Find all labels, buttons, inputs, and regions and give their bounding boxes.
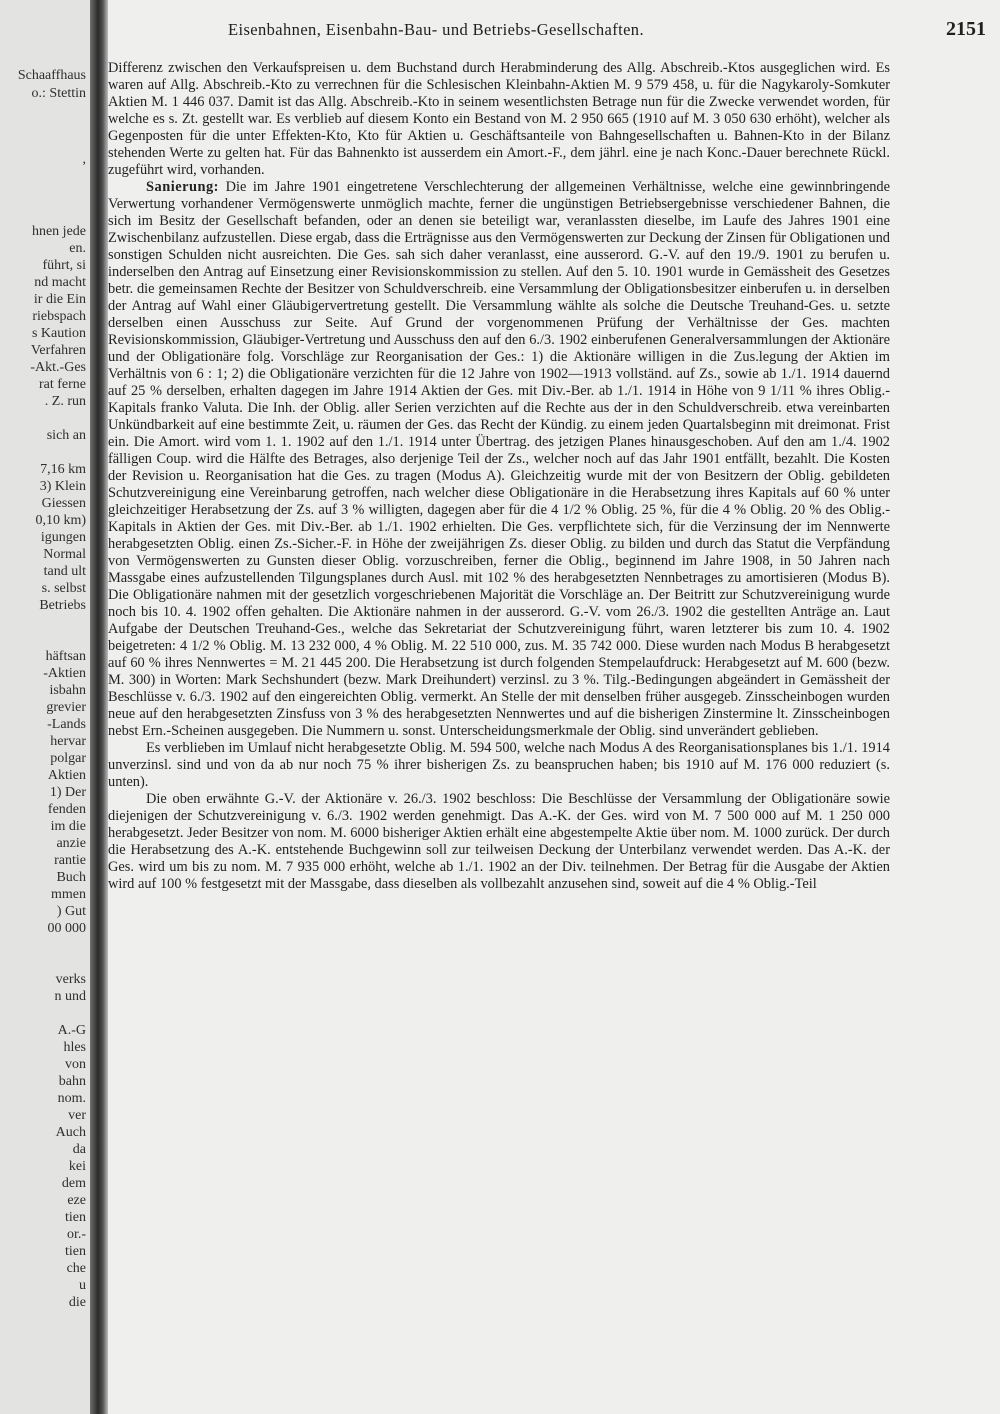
fragment-line: die [68,1295,86,1310]
paragraph-text: Differenz zwischen den Verkaufspreisen u. dem Buchstand durch Herabminderung des Allg. Abschreib.-Ktos ausgeglichen wird. Es waren auf Allg. Abschreib.-Kto zu verrechnen für die Schlesischen Kleinbahn-Aktien M. 9 579 458, u. für die Nagykaroly-Somkuter Aktien M. 1 446 037. Damit ist das Allg. Abschreib.-Kto in seinem wesentlichsten Betrage nun für die Zwecke verwendet worden, für welche es s. Zt. gestellt war. Es verblieb auf diesem Konto ein Bestand von M. 2 950 665 (1910 auf M. 3 050 630 erhöht), welcher als Gegenposten für die unter Effekten-Kto, Kto für Aktien u. Geschäftsanteile von Bahngesellschaften u. Bahnen-Kto in der Bilanz stehenden Werte zu gelten hat. Für das Bahnenkto ist ausserdem ein Amort.-F., dem jährl. eine je nach Konc.-Dauer berechnete Rückl. zugeführt wird, vorhanden. [108,60,890,178]
fragment-line: tien [65,1244,86,1259]
fragment-line: , [82,152,86,167]
fragment-line: u [79,1278,86,1293]
fragment-line: hervar [50,734,86,749]
fragment-line: -Aktien [43,666,86,681]
fragment-line: -Lands [47,717,86,732]
fragment-line: 0,10 km) [35,513,86,528]
fragment-line: hles [63,1040,86,1055]
fragment-line: sich an [46,428,86,443]
fragment-line: grevier [46,700,86,715]
fragment-line: mmen [51,887,86,902]
fragment-line: riebspach [32,309,86,324]
paragraph [108,60,890,179]
paragraph [108,791,890,893]
fragment-line: Giessen [41,496,86,511]
fragment-line: 1) Der [49,785,86,800]
paragraph-text: Die oben erwähnte G.-V. der Aktionäre v. 26./3. 1902 beschloss: Die Beschlüsse der Versammlung der Obligationäre sowie diejenigen der Schutzvereinigung v. 6./3. 1902 werden genehmigt. Das A.-K. der Ges. wird von M. 7 500 000 auf M. 1 250 000 herabgesetzt. Jeder Besitzer von nom. M. 6000 bisheriger Aktien erhält eine abgestempelte Aktie über nom. M. 1000 zurück. Der durch die Herabsetzung des A.-K. entstehende Buchgewinn soll zur teilweisen Deckung der Unterbilanz verwendet werden. Das A.-K. der Ges. wird um bis zu nom. M. 7 935 000 erhöht, welche ab 1./1. 1902 an der Div. teilnehmen. Der Betrag für die Ausgabe der Aktien wird auf 100 % festgesetzt mit der Massgabe, dass dieselben als vollbezahlt anzusehen sind, soweit auf die 4 % Oblig.-Teil [108,791,890,892]
fragment-line: Betriebs [39,598,86,613]
book-gutter-shadow [90,0,108,1414]
fragment-line: rat ferne [38,377,86,392]
fragment-line: ) Gut [56,904,86,919]
fragment-line: verks [55,972,86,987]
paragraph-text: Die im Jahre 1901 eingetretene Verschlechterung der allgemeinen Verhältnisse, welche eine gewinnbringende Verwertung vorhandener Vermögenswerte unmöglich machte, ferner die ungünstigen Betriebsergebnisse verschiedener Bahnen, die sich im Besitz der Gesellschaft befanden, oder an denen sie beteiligt war, veranlassten dieselbe, im Laufe des Jahres 1901 eine Zwischenbilanz aufzustellen. Diese ergab, dass die Erträgnisse aus den Vermögenswerten zur Deckung der Zinsen für Obligationen und sonstigen Schulden nicht ausreichten. Die Ges. sah sich daher veranlasst, eine ausserord. G.-V. auf den 19./9. 1901 zu berufen u. inderselben den Antrag auf Einsetzung einer Revisionskommission zu stellen. Auf den 5. 10. 1901 wurde in Gemässheit des Gesetzes betr. die gemeinsamen Rechte der Besitzer von Schuldverschreib. eine Versammlung der Obligationsbesitzer einberufen u. in derselben der Antrag auf Wahl einer Gläubigervertretung gestellt. Die Versammlung wählte als solche die Deutsche Treuhand-Ges. u. setzte derselben einen Ausschuss zur Seite. Auf Grund der vorgenommenen Prüfung der Verhältnisse der Ges. machten Revisionskommission, Gläubiger-Vertretung und Ausschuss den auf den 6./3. 1902 einberufenen Generalversammlungen der Aktionäre und der Obligationäre folg. Vorschläge zur Reorganisation der Ges.: 1) die Aktionäre willigen in die Zus.legung der Aktien im Verhältnis von 6 : 1; 2) die Obligationäre verzichten für die 12 Jahre von 1902—1913 vollständ. auf Zs., sowie ab 1./1. 1914 dauernd auf 25 % derselben, erhalten dagegen im Jahre 1914 Aktien der Ges. mit Div.-Ber. ab 1./1. 1914 in Höhe von 9 1/11 % ihres Oblig.-Kapitals franko Valuta. Die Inh. der Oblig. aller Serien verzichten auf die Rechte aus der in den Schuldverschreib. etwa vereinbarten Unkündbarkeit auf eine bestimmte Zeit, u. räumen der Ges. das Recht der Kündig. zu einem jeden Quartalsbeginn mit dreimonat. Frist ein. Die Amort. wird vom 1. 1. 1902 auf den 1./1. 1914 unter Übertrag. des jetzigen Planes hinausgeschoben. Auf den am 1./4. 1902 fälligen Coup. wird die Hälfte des Betrages, also derjenige Teil der Zs., welcher noch auf das Jahr 1901 entfällt, bezahlt. Die Kosten der Revision u. Reorganisation hat die Ges. zu tragen (Modus A). Gleichzeitig wurde mit der von Besitzern der Oblig. gebildeten Schutzvereinigung eine Vereinbarung getroffen, nach welcher diese Obligationäre in die Herabsetzung ihres Kapitals auf 60 % unter gleichzeitiger Herabsetzung der Zs. auf 3 % willigten, dagegen aber für die 4 1/2 % Oblig. 25 %, für die 4 % Oblig. 20 % des Oblig.-Kapitals in Aktien der Ges. mit Div.-Ber. ab 1./1. 1902 erhielten. Die Ges. verpflichtete sich, für die Verzinsung der im Nennwerte herabgesetzten Oblig. einen Zs.-Sicher.-F. in Höhe der zweijährigen Zs. dieser Oblig. zu bilden und durch das Statut die Verpfändung von Vermögenswerten zu Gunsten dieser Oblig. vorzuschreiben, ferner die Oblig., beginnend im Jahre 1908, in 50 Jahren nach Massgabe eines aufzustellenden Tilgungsplanes durch Ausl. mit 102 % des herabgesetzten Nennbetrages zu amortisieren (Modus B). Die Obligationäre nahmen mit der gesetzlich vorgeschriebenen Majorität die Vorschläge an. Der Beitritt zur Schutzvereinigung wurde noch bis 10. 4. 1902 offen gehalten. Die Aktionäre nahmen in der ausserord. G.-V. vom 26./3. 1902 die gestellten Anträge an. Laut Aufgabe der Deutschen Treuhand-Ges., welche das Sekretariat der Schutzvereinigung führt, waren letzterer bis zum 10. 4. 1902 beigetreten: 4 1/2 % Oblig. M. 13 232 000, 4 % Oblig. M. 22 510 000, zus. M. 35 742 000. Diese wurden nach Modus B herabgesetzt auf 60 % ihres Nennwertes = M. 21 445 200. Die Herabsetzung ist durch folgenden Stempelaufdruck: Herabgesetzt auf M. 600 (bezw. M. 300) in Worten: Mark Sechshundert (bezw. Mark Dreihundert) verzinsl. zu 3 %. Tilg.-Bedingungen abgeändert in Gemässheit der Beschlüsse v. 6./3. 1902 auf den eingereichten Oblig. vermerkt. An Stelle der mit denselben früher ausgegeb. Zinsscheinbogen wurden neue auf den herabgesetzten Zinsfuss von 3 % des herabgesetzten Nennwertes und auf die bisherigen Zinstermine lt. Zinsscheinbogen nebst Ern.-Scheinen ausgegeben. Die Nummern u. sonst. Unterscheidungsmerkmale der Oblig. sind unverändert geblieben. [108,179,890,739]
fragment-line: im die [50,819,86,834]
section-label: Sanierung: [146,179,219,195]
fragment-line: da [72,1142,86,1157]
fragment-line: 7,16 km [40,462,86,477]
header-title: Eisenbahnen, Eisenbahn-Bau- und Betriebs-Gesellschaften. [228,20,644,39]
fragment-line: rantie [54,853,86,868]
fragment-line: fenden [47,802,86,817]
running-header [118,20,986,46]
paragraph-text: Es verblieben im Umlauf nicht herabgesetzte Oblig. M. 594 500, welche nach Modus A des Reorganisationsplanes bis 1./1. 1914 unverzinsl. sind und von da ab nur noch 75 % ihrer bisherigen Zs. zu beanspruchen haben; bis 1910 auf M. 176 000 reduziert (s. unten). [108,740,890,790]
fragment-line: ir die Ein [33,292,86,307]
paragraph [108,740,890,791]
fragment-line: bahn [58,1074,86,1089]
fragment-line: o.: Stettin [31,86,86,101]
fragment-line: . Z. run [44,394,86,409]
fragment-line: nd macht [34,275,86,290]
fragment-line: tien [65,1210,86,1225]
fragment-line: Auch [55,1125,86,1140]
fragment-line: Verfahren [30,343,86,358]
fragment-line: hnen jede [31,224,86,239]
fragment-line: 00 000 [47,921,86,936]
adjacent-page-fragment [0,0,91,1414]
fragment-line: dem [61,1176,86,1191]
fragment-line: eze [67,1193,86,1208]
fragment-line: häftsan [45,649,86,664]
fragment-line: che [66,1261,86,1276]
fragment-line: Buch [56,870,86,885]
fragment-line: isbahn [49,683,86,698]
fragment-line: igungen [40,530,86,545]
fragment-line: tand ult [43,564,86,579]
fragment-line: Schaaffhaus [17,68,86,83]
fragment-line: polgar [50,751,86,766]
fragment-line: A.-G [57,1023,86,1038]
fragment-line: s. selbst [41,581,86,596]
fragment-line: en. [69,241,86,256]
fragment-line: nom. [57,1091,86,1106]
page-number: 2151 [946,18,986,40]
fragment-line: Aktien [47,768,86,783]
fragment-line: anzie [56,836,86,851]
fragment-line: or.- [66,1227,86,1242]
fragment-line: -Akt.-Ges [30,360,86,375]
fragment-line: ver [68,1108,86,1123]
fragment-line: führt, si [42,258,86,273]
fragment-line: 3) Klein [39,479,86,494]
fragment-line: von [65,1057,86,1072]
fragment-line: n und [54,989,86,1004]
fragment-line: Normal [43,547,86,562]
body-text [108,60,890,893]
fragment-line: s Kaution [31,326,86,341]
fragment-line: kei [68,1159,86,1174]
paragraph [108,179,890,740]
